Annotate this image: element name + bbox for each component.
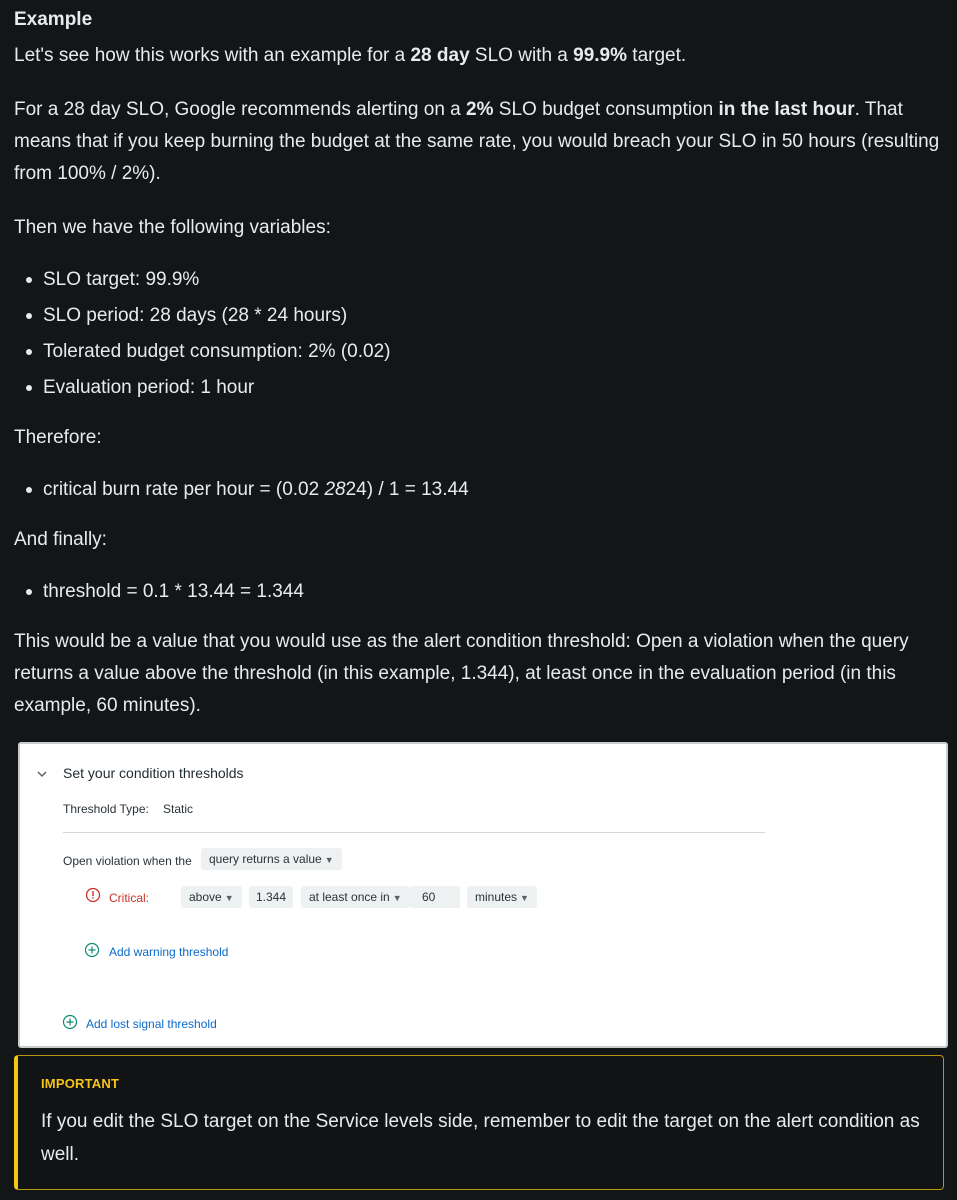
intro-bold-period: 28 day (410, 45, 470, 66)
intro-paragraph (14, 40, 949, 72)
chevron-down-icon: ▼ (392, 893, 402, 903)
threshold-type-value: Static (163, 802, 194, 816)
list-item (14, 472, 469, 508)
chevron-down-icon[interactable] (36, 768, 48, 780)
chevron-down-icon: ▼ (324, 855, 334, 865)
list-item: Tolerated budget consumption: 2% (0.02) (14, 334, 391, 370)
intro-text: SLO with a (469, 45, 574, 66)
add-lost-signal-threshold-link[interactable]: Add lost signal threshold (86, 1017, 217, 1031)
burn-rate-list (14, 472, 469, 508)
list-item: SLO period: 28 days (28 * 24 hours) (14, 298, 391, 334)
recommendation-paragraph (14, 94, 949, 190)
finally-text: And finally: (14, 529, 107, 550)
query-select[interactable] (201, 848, 342, 870)
list-item: threshold = 0.1 * 13.44 = 1.344 (14, 574, 304, 610)
recommendation-text: For a 28 day SLO, Google recommends alerting on a (14, 99, 467, 120)
critical-label: Critical: (109, 891, 150, 905)
recommendation-text: . That means that if you keep burning the budget at the same rate, you would breach your SLO in 50 hours (resulting from 100% / 2%). (14, 99, 940, 184)
burn-rate-text: 24) / 1 = 13.44 (345, 479, 469, 500)
divider (63, 832, 765, 833)
burn-rate-text: critical burn rate per hour = (0.02 (43, 479, 325, 500)
recommendation-bold-percent: 2% (466, 99, 494, 120)
open-violation-label: Open violation when the (63, 854, 192, 868)
recommendation-bold-window: in the last hour (718, 99, 855, 120)
threshold-value-input[interactable]: 1.344 (249, 886, 293, 908)
list-item: Evaluation period: 1 hour (14, 370, 391, 406)
condition-thresholds-screenshot (18, 742, 948, 1048)
unit-value: minutes (475, 890, 518, 904)
callout-title: IMPORTANT (41, 1076, 120, 1091)
intro-text: Let's see how this works with an example for a (14, 45, 411, 66)
duration-input[interactable]: 60 (410, 886, 460, 908)
variables-list (14, 262, 391, 406)
unit-select[interactable] (467, 886, 537, 908)
section-title[interactable]: Set your condition thresholds (63, 765, 244, 781)
operator-select[interactable] (181, 886, 242, 908)
therefore-text: Therefore: (14, 427, 102, 448)
list-item: SLO target: 99.9% (14, 262, 391, 298)
threshold-type-label: Threshold Type: (63, 802, 149, 816)
plus-circle-icon[interactable] (62, 1014, 78, 1030)
chevron-down-icon: ▼ (520, 893, 529, 903)
burn-rate-italic: 28 (324, 479, 346, 500)
conclusion-paragraph: This would be a value that you would use as the alert condition threshold: Open a violation when the query returns a value above the threshold (in this example, 1.344), at least once in the evaluation period (in this example, 60 minutes). (14, 631, 909, 716)
plus-circle-icon[interactable] (84, 942, 100, 958)
query-select-value: query returns a value (209, 852, 322, 866)
section-heading: Example (14, 9, 93, 30)
occurrence-value: at least once in (309, 890, 390, 904)
add-warning-threshold-link[interactable]: Add warning threshold (109, 945, 229, 959)
chevron-down-icon: ▼ (224, 893, 234, 903)
alert-circle-icon (85, 887, 101, 903)
operator-value: above (189, 890, 222, 904)
variables-intro: Then we have the following variables: (14, 217, 331, 238)
recommendation-text: SLO budget consumption (493, 99, 719, 120)
occurrence-select[interactable] (301, 886, 410, 908)
callout-text: If you edit the SLO target on the Service levels side, remember to edit the target on the alert condition as well. (41, 1111, 920, 1165)
important-callout (14, 1055, 944, 1190)
intro-bold-target: 99.9% (573, 45, 628, 66)
threshold-list (14, 574, 304, 610)
intro-text: target. (627, 45, 687, 66)
